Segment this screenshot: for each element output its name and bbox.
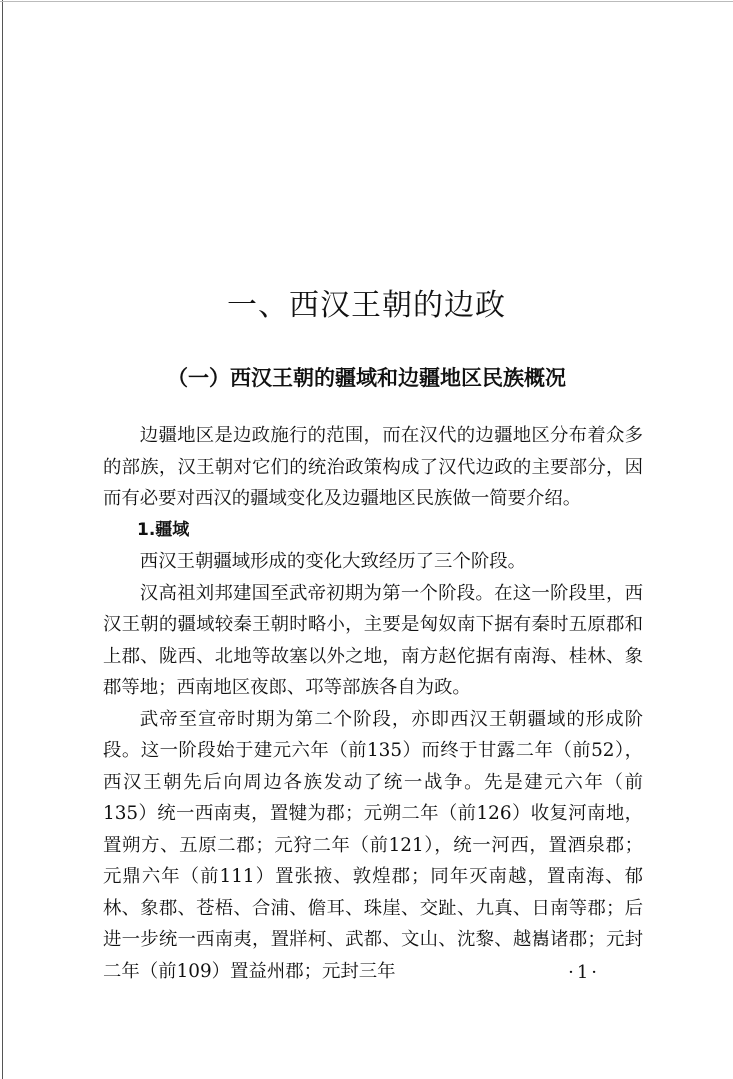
page-edge-left	[2, 0, 3, 1079]
body-text	[103, 420, 643, 987]
paragraph-three-stages: 西汉王朝疆域形成的变化大致经历了三个阶段。	[139, 551, 527, 572]
paragraph-first-stage: 汉高祖刘邦建国至武帝初期为第一个阶段。在这一阶段里，西汉王朝的疆域较秦王朝时略小，主要是匈奴南下据有秦时五原郡和上郡、陇西、北地等故塞以外之地，南方赵佗据有南海、桂林、象郡等地；西南地区夜郎、邛等部族各自为政。	[103, 582, 643, 698]
section-title: （一）西汉王朝的疆域和边疆地区民族概况	[167, 366, 566, 390]
subheading-territory: 1.疆域	[137, 519, 190, 540]
page-number: ·1·	[568, 962, 600, 983]
page-edge-top	[0, 1, 733, 2]
chapter-title: 一、西汉王朝的边政	[227, 288, 506, 323]
paragraph-intro: 边疆地区是边政施行的范围，而在汉代的边疆地区分布着众多的部族，汉王朝对它们的统治政策构成了汉代边政的主要部分，因而有必要对西汉的疆域变化及边疆地区民族做一简要介绍。	[103, 425, 643, 509]
paragraph-second-stage: 武帝至宣帝时期为第二个阶段，亦即西汉王朝疆域的形成阶段。这一阶段始于建元六年（前135）而终于甘露二年（前52），西汉王朝先后向周边各族发动了统一战争。先是建元六年（前135）统一西南夷，置犍为郡；元朔二年（前126）收复河南地，置朔方、五原二郡；元狩二年（前121），统一河西，置酒泉郡；元鼎六年（前111）置张掖、敦煌郡；同年灭南越，置南海、郁林、象郡、苍梧、合浦、儋耳、珠崖、交趾、九真、日南等郡；后进一步统一西南夷，置牂柯、武都、文山、沈黎、越巂诸郡；元封二年（前109）置益州郡；元封三年	[103, 708, 643, 982]
